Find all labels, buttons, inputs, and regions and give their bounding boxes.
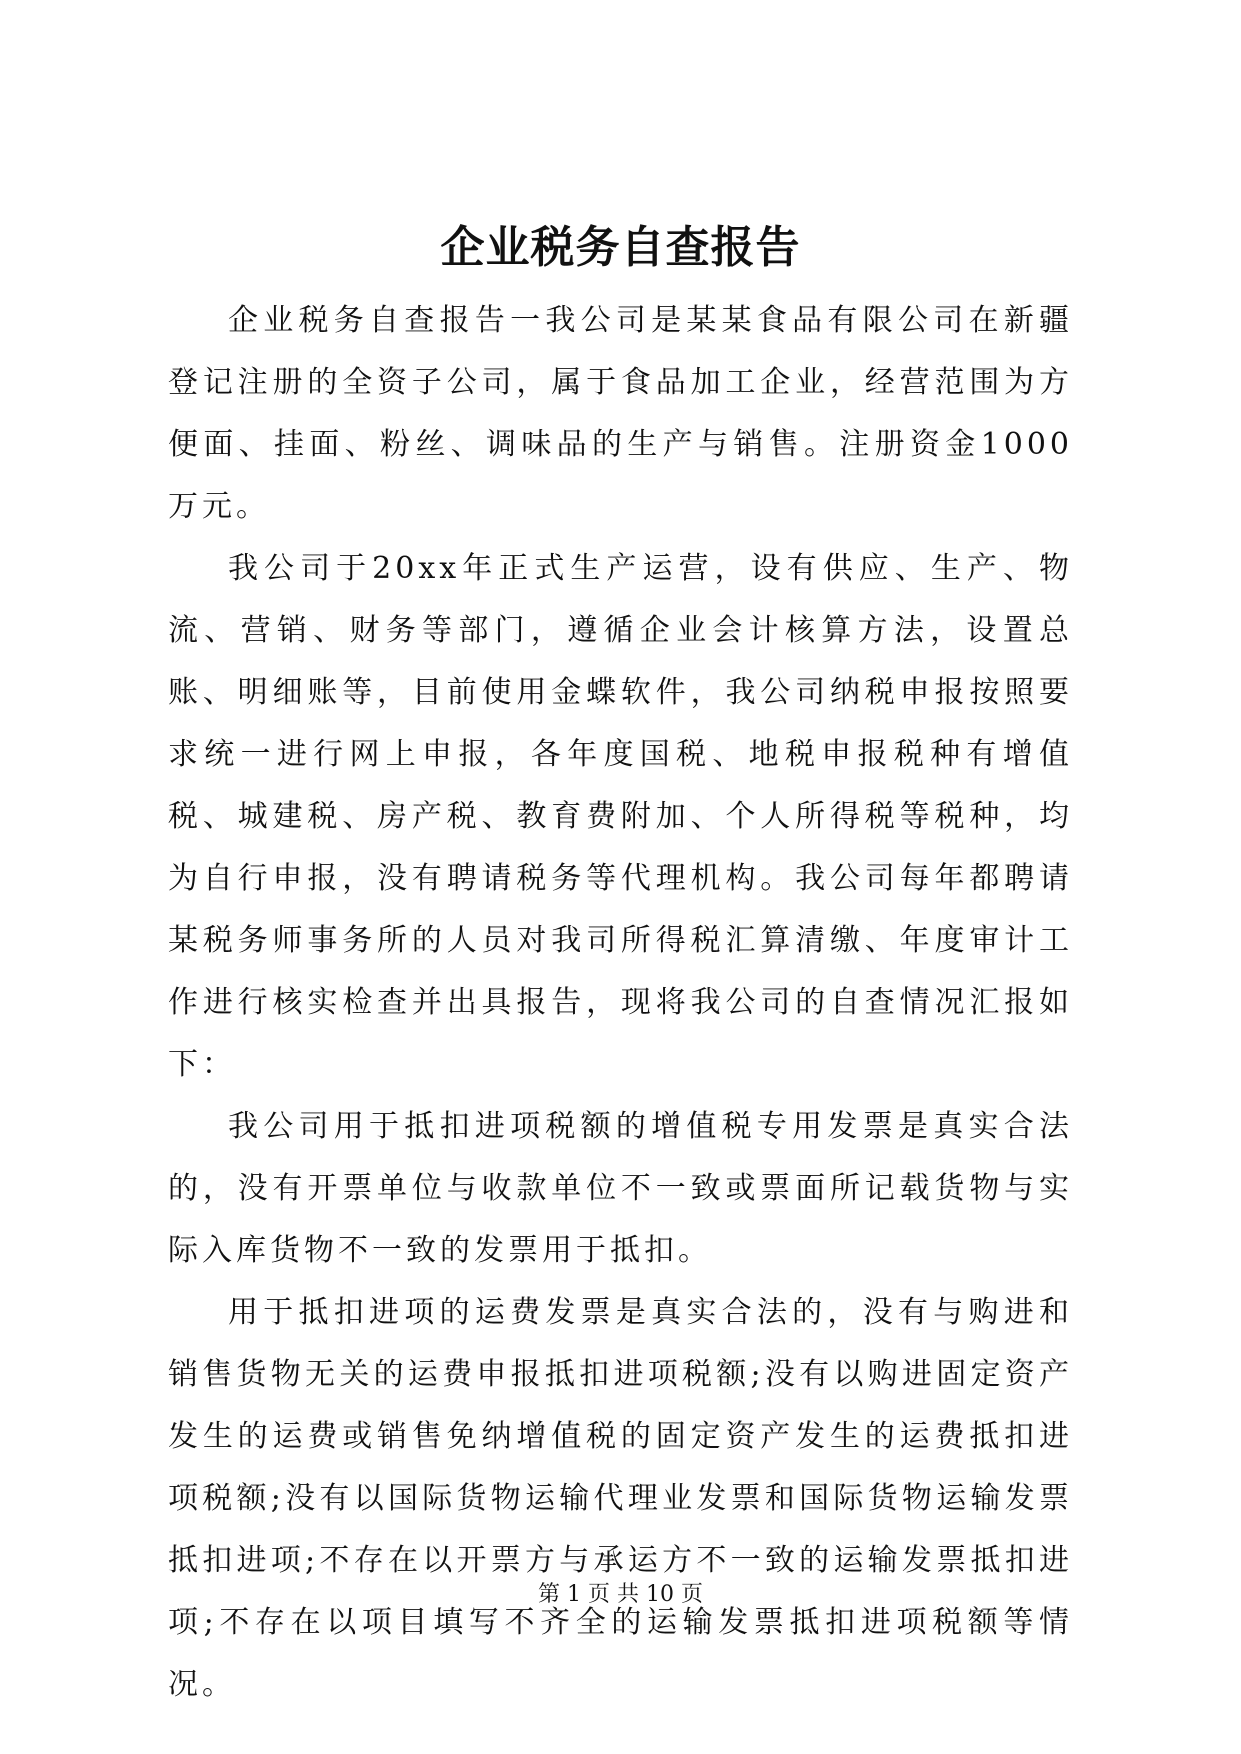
paragraph-2: 我公司于20xx年正式生产运营，设有供应、生产、物流、营销、财务等部门，遵循企业会计核算方法，设置总账、明细账等，目前使用金蝶软件，我公司纳税申报按照要求统一进行网上申报，各年度国税、地税申报税种有增值税、城建税、房产税、教育费附加、个人所得税等税种，均为自行申报，没有聘请税务等代理机构。我公司每年都聘请某税务师事务所的人员对我司所得税汇算清缴、年度审计工作进行核实检查并出具报告，现将我公司的自查情况汇报如下： <box>168 551 1073 1082</box>
paragraph-1: 企业税务自查报告一我公司是某某食品有限公司在新疆登记注册的全资子公司，属于食品加工企业，经营范围为方便面、挂面、粉丝、调味品的生产与销售。注册资金1000万元。 <box>168 303 1073 524</box>
paragraph-3: 我公司用于抵扣进项税额的增值税专用发票是真实合法的，没有开票单位与收款单位不一致或票面所记载货物与实际入库货物不一致的发票用于抵扣。 <box>168 1109 1073 1268</box>
document-body <box>168 290 1073 1716</box>
document-title: 企业税务自查报告 <box>440 222 801 273</box>
page-footer: 第 1 页 共 10 页 <box>538 1582 703 1607</box>
paragraph-4: 用于抵扣进项的运费发票是真实合法的，没有与购进和销售货物无关的运费申报抵扣进项税额;没有以购进固定资产发生的运费或销售免纳增值税的固定资产发生的运费抵扣进项税额;没有以国际货物运输代理业发票和国际货物运输发票抵扣进项;不存在以开票方与承运方不一致的运输发票抵扣进项;不存在以项目填写不齐全的运输发票抵扣进项税额等情况。 <box>168 1295 1073 1702</box>
